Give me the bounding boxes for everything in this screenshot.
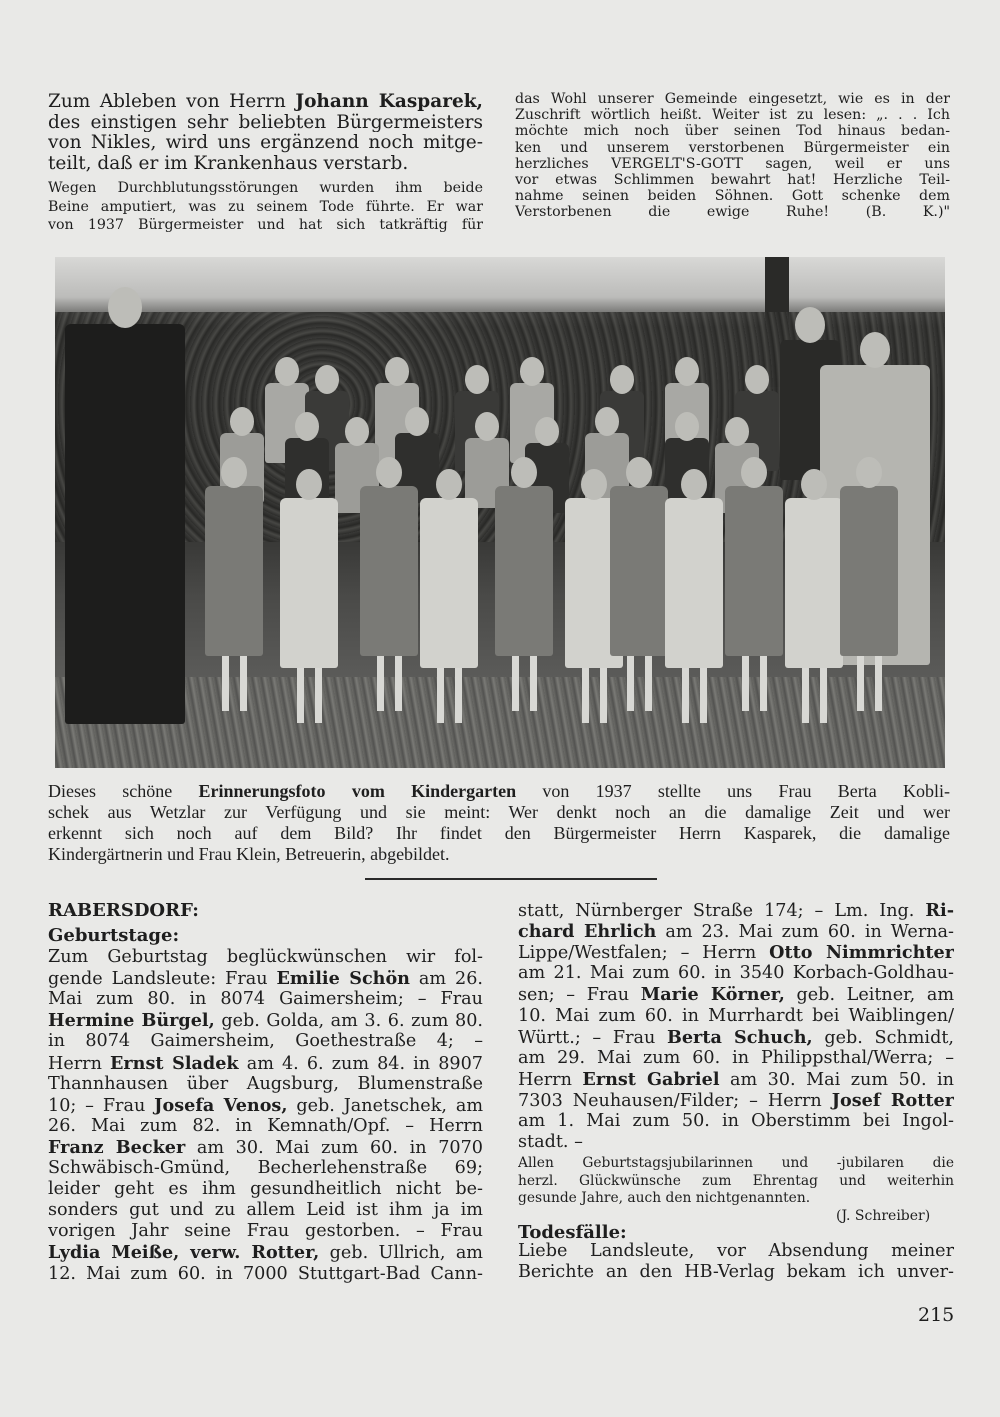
- text-segment: 10. Mai zum 60. in Murrhardt bei Waiblingen/: [518, 1005, 954, 1026]
- intro-left-small-line: [48, 199, 483, 218]
- left-body-line: [48, 1242, 483, 1263]
- intro-left-line: [48, 91, 483, 112]
- bold-name-text: Marie Körner,: [640, 984, 785, 1006]
- bold-name-text: Hermine Bürgel,: [48, 1010, 215, 1032]
- caption-line: [48, 844, 450, 865]
- caption-line: [48, 781, 950, 802]
- section-heading-rabersdorf: RABERSDORF:: [48, 900, 199, 921]
- text-segment: Zuschrift wörtlich heißt. Weiter ist zu lesen: „. . . Ich: [515, 107, 950, 124]
- text-segment: Berichte an den HB-Verlag bekam ich unver-: [518, 1262, 954, 1283]
- text-segment: gesunde Jahre, auch den nichtgenannten.: [518, 1190, 811, 1206]
- text-segment: vorigen Jahr seine Frau gestorben. – Frau: [48, 1221, 483, 1242]
- subheading-todesfaelle: Todesfälle:: [518, 1222, 627, 1243]
- right-body-line: [518, 963, 954, 984]
- left-body-line: [48, 1095, 483, 1116]
- text-segment: Zum Geburtstag beglückwünschen wir fol-: [48, 947, 483, 967]
- text-segment: am 1. Mai zum 50. in Oberstimm bei Ingol-: [518, 1111, 954, 1131]
- grass-foreground: [55, 677, 945, 768]
- text-segment: 26. Mai zum 82. in Kemnath/Opf. – Herrn: [48, 1115, 483, 1136]
- text-segment: Kindergärtnerin und Frau Klein, Betreuerin, abgebildet.: [48, 844, 450, 864]
- bold-name-text: Josefa Venos,: [154, 1094, 288, 1116]
- section-divider: [365, 878, 657, 880]
- text-segment: des einstigen sehr beliebten Bürgermeisters: [48, 111, 483, 132]
- intro-right-line: [515, 91, 950, 107]
- text-segment: am 29. Mai zum 60. in Philippsthal/Werra; –: [518, 1047, 954, 1068]
- text-segment: vor etwas Schlimmen bewahrt hat! Herzliche Teil-: [515, 172, 950, 188]
- todesfaelle-line: [518, 1241, 954, 1262]
- left-body-line: [48, 1200, 483, 1221]
- right-small-line: [518, 1173, 954, 1191]
- bold-name-text: Ernst Gabriel: [582, 1068, 720, 1090]
- text-segment: Thannhausen über Augsburg, Blumenstraße: [48, 1073, 483, 1094]
- right-body-line: [518, 1111, 954, 1132]
- text-segment: erkennt sich noch auf dem Bild? Ihr findet den Bürgermeister Herrn Kasparek, die damalige: [48, 823, 950, 843]
- intro-right-line: [515, 140, 950, 156]
- bold-name-text: Ernst Sladek: [110, 1052, 239, 1074]
- text-segment: nahme seinen beiden Söhnen. Gott schenke dem: [515, 188, 950, 205]
- text-segment: herzl. Glückwünsche zum Ehrentag und weiterhin: [518, 1172, 954, 1189]
- text-segment: am 21. Mai zum 60. in 3540 Korbach-Goldhau-: [518, 963, 954, 984]
- text-segment: Dieses schöne: [48, 781, 199, 801]
- text-segment: Zum Ableben von Herrn: [48, 91, 296, 112]
- bold-name-text: Franz Becker: [48, 1136, 186, 1158]
- todesfaelle-line: [518, 1262, 954, 1283]
- right-body-line: [518, 1048, 954, 1069]
- left-body-line: [48, 968, 483, 989]
- intro-right-line: [515, 188, 950, 204]
- subheading-geburtstage: Geburtstage:: [48, 925, 180, 946]
- text-segment: am 26.: [409, 969, 483, 990]
- left-body-line: [48, 1221, 483, 1242]
- right-body-line: [518, 1132, 583, 1153]
- text-segment: Allen Geburtstagsjubilarinnen und -jubilaren die: [518, 1155, 954, 1171]
- text-segment: Herrn: [48, 1053, 110, 1074]
- text-segment: geb. Janetschek, am: [287, 1095, 483, 1116]
- bold-name-text: Josef Rotter: [831, 1089, 954, 1111]
- intro-left-line: [48, 153, 408, 174]
- left-body-line: [48, 1053, 483, 1074]
- intro-right-line: [515, 123, 950, 139]
- text-segment: Beine amputiert, was zu seinem Tode führte. Er war: [48, 198, 483, 215]
- text-segment: geb. Schmidt,: [812, 1027, 954, 1048]
- text-segment: Württ.; – Frau: [518, 1027, 667, 1048]
- left-body-line: [48, 1031, 483, 1052]
- text-segment: am 30. Mai zum 50. in: [719, 1069, 954, 1090]
- text-segment: 10; – Frau: [48, 1095, 155, 1116]
- text-segment: Wegen Durchblutungsstörungen wurden ihm beide: [48, 180, 483, 196]
- text-segment: in 8074 Gaimersheim, Goethestraße 4; –: [48, 1031, 483, 1052]
- text-segment: Herrn: [518, 1069, 583, 1090]
- right-body-line: [518, 1090, 954, 1111]
- text-segment: von 1937 stellte uns Frau Berta Kobli-: [516, 781, 950, 801]
- text-segment: geb. Leitner, am: [784, 985, 954, 1006]
- bold-name-text: Johann Kasparek,: [295, 91, 483, 112]
- left-body-line: [48, 947, 483, 968]
- right-body-line: [518, 984, 954, 1005]
- right-body-line: [518, 1069, 954, 1090]
- text-segment: ken und unserem verstorbenen Bürgermeister ein: [515, 139, 950, 156]
- intro-right-line: [515, 204, 950, 220]
- text-segment: von 1937 Bürgermeister und hat sich tatkräftig für: [48, 217, 483, 233]
- bold-name-text: Erinnerungsfoto vom Kindergarten: [198, 781, 517, 801]
- text-segment: am 4. 6. zum 84. in 8907: [238, 1053, 483, 1074]
- left-body-line: [48, 1158, 483, 1179]
- signature-j-schreiber: (J. Schreiber): [836, 1208, 931, 1224]
- text-segment: herzliches VERGELT'S-GOTT sagen, weil er uns: [515, 155, 950, 172]
- caption-line: [48, 823, 950, 844]
- right-body-line: [518, 1027, 954, 1048]
- intro-right-line: [515, 172, 950, 188]
- page-number: 215: [918, 1304, 955, 1326]
- text-segment: möchte mich noch über seinen Tod hinaus bedan-: [515, 123, 950, 140]
- intro-left-line: [48, 132, 483, 153]
- right-body-line: [518, 921, 954, 942]
- intro-left-small-line: [48, 217, 483, 236]
- left-body-line: [48, 1137, 483, 1158]
- text-segment: gende Landsleute: Frau: [48, 969, 277, 990]
- text-segment: von Nikles, wird uns ergänzend noch mitge-: [48, 132, 483, 153]
- text-segment: sen; – Frau: [518, 985, 641, 1006]
- bold-name-text: Otto Nimmrichter: [769, 942, 954, 964]
- text-segment: geb. Ullrich, am: [319, 1243, 483, 1264]
- text-segment: Verstorbenen die ewige Ruhe! (B. K.)": [515, 204, 950, 221]
- text-segment: stadt. –: [518, 1132, 583, 1153]
- intro-left-small-line: [48, 180, 483, 199]
- text-segment: Liebe Landsleute, vor Absendung meiner: [518, 1241, 954, 1261]
- bold-name-text: Berta Schuch,: [666, 1026, 813, 1048]
- text-segment: das Wohl unserer Gemeinde eingesetzt, wie es in der: [515, 91, 950, 107]
- text-segment: geb. Golda, am 3. 6. zum 80.: [214, 1011, 483, 1032]
- intro-right-line: [515, 156, 950, 172]
- bold-name-text: chard Ehrlich: [518, 921, 657, 943]
- text-segment: 12. Mai zum 60. in 7000 Stuttgart-Bad Cann-: [48, 1263, 483, 1284]
- text-segment: statt, Nürnberger Straße 174; – Lm. Ing.: [518, 901, 926, 921]
- right-body-line: [518, 1006, 954, 1027]
- text-segment: am 30. Mai zum 60. in 7070: [185, 1137, 483, 1158]
- right-small-line: [518, 1190, 810, 1208]
- right-body-line: [518, 900, 954, 921]
- text-segment: schek aus Wetzlar zur Verfügung und sie meint: Wer denkt noch an die damalige Zeit und wer: [48, 802, 950, 822]
- text-segment: am 23. Mai zum 60. in Werna-: [656, 922, 954, 943]
- text-segment: leider geht es ihm gesundheitlich nicht be-: [48, 1179, 483, 1200]
- text-segment: Lippe/Westfalen; – Herrn: [518, 943, 770, 964]
- caption-line: [48, 802, 950, 823]
- left-body-line: [48, 1179, 483, 1200]
- intro-left-line: [48, 112, 483, 133]
- text-segment: sonders gut und zu allem Leid ist ihm ja im: [48, 1200, 483, 1221]
- bold-name-text: Ri-: [925, 900, 954, 921]
- left-body-line: [48, 1264, 483, 1285]
- left-body-line: [48, 1010, 483, 1031]
- bold-name-text: Emilie Schön: [276, 968, 410, 990]
- text-segment: teilt, daß er im Krankenhaus verstarb.: [48, 152, 409, 173]
- right-body-line: [518, 942, 954, 963]
- text-segment: Schwäbisch-Gmünd, Becherlehenstraße 69;: [48, 1158, 483, 1178]
- right-small-line: [518, 1155, 954, 1173]
- left-body-line: [48, 1074, 483, 1095]
- text-segment: 7303 Neuhausen/Filder; – Herrn: [518, 1090, 832, 1111]
- text-segment: Mai zum 80. in 8074 Gaimersheim; – Frau: [48, 989, 483, 1010]
- left-body-line: [48, 989, 483, 1010]
- bold-name-text: Lydia Meiße, verw. Rotter,: [48, 1242, 320, 1264]
- kindergarten-photo-1937: [55, 257, 945, 768]
- left-body-line: [48, 1116, 483, 1137]
- intro-right-line: [515, 107, 950, 123]
